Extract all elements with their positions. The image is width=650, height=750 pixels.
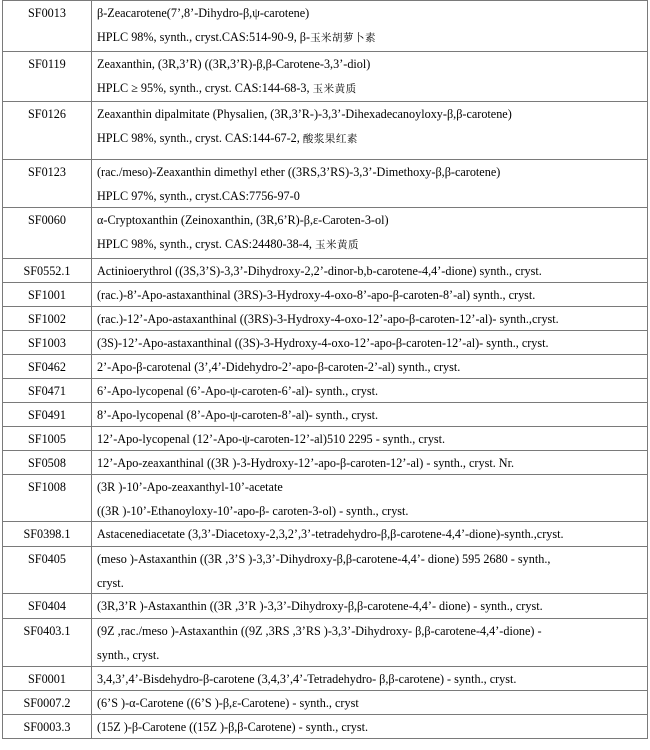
description-line: 8’-Apo-lycopenal (8’-Apo-ψ-caroten-8’-al)- synth., cryst. [97,408,379,422]
product-description [92,667,648,691]
table-row [3,102,648,160]
description-line: ((3R )-10’-Ethanoyloxy-10’-apo-β- caroten-3-ol) - synth., cryst. [97,503,409,518]
chinese-name: 酸浆果红素 [302,132,358,145]
table-row [3,475,648,522]
description-line: Actinioerythrol ((3S,3’S)-3,3’-Dihydroxy-2,2’-dinor-b,b-carotene-4,4’-dione) synth., cryst. [97,264,542,278]
product-code: SF0462 [3,355,92,379]
table-row [3,283,648,307]
chinese-name: 玉米胡萝卜素 [310,31,377,44]
table-row [3,594,648,619]
table-row [3,547,648,594]
table-row [3,667,648,691]
product-description [92,522,648,547]
description-line: 2’-Apo-β-carotenal (3’,4’-Didehydro-2’-apo-β-caroten-2’-al) synth., cryst. [97,360,461,374]
product-code: SF0552.1 [3,259,92,283]
table-row [3,715,648,739]
description-line: (3R,3’R )-Astaxanthin ((3R ,3’R )-3,3’-Dihydroxy-β,β-carotene-4,4’- dione) - synth., cryst. [97,599,543,613]
table-row [3,451,648,475]
description-line: 12’-Apo-lycopenal (12’-Apo-ψ-caroten-12’-al)510 2295 - synth., cryst. [97,432,446,446]
product-description [92,1,648,52]
product-description [92,403,648,427]
description-line: (3R )-10’-Apo-zeaxanthyl-10’-acetate [97,480,283,494]
description-line: 12’-Apo-zeaxanthinal ((3R )-3-Hydroxy-12’-apo-β-caroten-12’-al) - synth., cryst. Nr. [97,456,515,470]
product-code: SF0060 [3,208,92,259]
table-row [3,307,648,331]
product-description [92,208,648,259]
description-line: HPLC 97%, synth., cryst.CAS:7756-97-0 [97,188,300,203]
description-line: HPLC 98%, synth., cryst.CAS:514-90-9, β-玉米胡萝卜素 [97,29,377,44]
product-description [92,715,648,739]
product-code: SF0003.3 [3,715,92,739]
product-code: SF1008 [3,475,92,522]
product-description [92,355,648,379]
product-description [92,160,648,208]
chinese-name: 玉米黄质 [315,238,360,251]
product-code: SF1002 [3,307,92,331]
description-line: HPLC ≥ 95%, synth., cryst. CAS:144-68-3, 玉米黄质 [97,80,357,95]
description-line: (rac.)-12’-Apo-astaxanthinal ((3RS)-3-Hydroxy-4-oxo-12’-apo-β-caroten-12’-al)- synth.,cryst. [97,312,559,326]
product-description [92,259,648,283]
description-line: (6’S )-α-Carotene ((6’S )-β,ε-Carotene) - synth., cryst [97,696,359,710]
table-row [3,355,648,379]
product-code: SF1005 [3,427,92,451]
description-line: α-Cryptoxanthin (Zeinoxanthin, (3R,6’R)-β,ε-Caroten-3-ol) [97,213,389,227]
catalog-table-body [3,1,648,739]
product-code: SF0398.1 [3,522,92,547]
table-row [3,208,648,259]
table-row [3,331,648,355]
table-row [3,427,648,451]
description-line: Astacenediacetate (3,3’-Diacetoxy-2,3,2’,3’-tetradehydro-β,β-carotene-4,4’-dione)-synth.,cryst. [97,527,564,541]
product-code: SF0013 [3,1,92,52]
table-row [3,379,648,403]
table-row [3,1,648,52]
product-description [92,52,648,102]
product-code: SF0126 [3,102,92,160]
description-line: HPLC 98%, synth., cryst. CAS:144-67-2, 酸浆果红素 [97,130,358,145]
description-line: 3,4,3’,4’-Bisdehydro-β-carotene (3,4,3’,4’-Tetradehydro- β,β-carotene) - synth., cryst. [97,672,517,686]
carotenoid-catalog-table [2,0,648,739]
table-row [3,52,648,102]
product-description [92,619,648,667]
table-row [3,619,648,667]
description-line: (meso )-Astaxanthin ((3R ,3’S )-3,3’-Dihydroxy-β,β-carotene-4,4’- dione) 595 2680 - synth., [97,552,551,566]
description-line: (rac.)-8’-Apo-astaxanthinal (3RS)-3-Hydroxy-4-oxo-8’-apo-β-caroten-8’-al) synth., cryst. [97,288,536,302]
table-row [3,160,648,208]
description-line: (rac./meso)-Zeaxanthin dimethyl ether ((3RS,3’RS)-3,3’-Dimethoxy-β,β-carotene) [97,165,501,179]
product-code: SF1001 [3,283,92,307]
product-description [92,547,648,594]
product-code: SF0404 [3,594,92,619]
product-description [92,307,648,331]
product-description [92,427,648,451]
chinese-name: 玉米黄质 [312,82,357,95]
product-description [92,451,648,475]
description-line: β-Zeacarotene(7’,8’-Dihydro-β,ψ-carotene) [97,6,310,20]
description-line: (15Z )-β-Carotene ((15Z )-β,β-Carotene) - synth., cryst. [97,720,369,734]
description-line: cryst. [97,575,124,590]
description-line: (3S)-12’-Apo-astaxanthinal ((3S)-3-Hydroxy-4-oxo-12’-apo-β-caroten-12’-al)- synth., cryst. [97,336,549,350]
product-code: SF0007.2 [3,691,92,715]
product-code: SF0491 [3,403,92,427]
description-line: 6’-Apo-lycopenal (6’-Apo-ψ-caroten-6’-al)- synth., cryst. [97,384,379,398]
product-description [92,102,648,160]
product-code: SF0405 [3,547,92,594]
product-code: SF0403.1 [3,619,92,667]
table-row [3,691,648,715]
description-line: Zeaxanthin, (3R,3’R) ((3R,3’R)-β,β-Carotene-3,3’-diol) [97,57,371,71]
product-description [92,594,648,619]
product-code: SF0508 [3,451,92,475]
product-description [92,379,648,403]
product-description [92,331,648,355]
product-description [92,475,648,522]
product-code: SF0123 [3,160,92,208]
product-code: SF0119 [3,52,92,102]
table-row [3,403,648,427]
product-description [92,283,648,307]
table-row [3,259,648,283]
product-code: SF1003 [3,331,92,355]
table-row [3,522,648,547]
product-code: SF0471 [3,379,92,403]
product-description [92,691,648,715]
product-code: SF0001 [3,667,92,691]
description-line: Zeaxanthin dipalmitate (Physalien, (3R,3’R-)-3,3’-Dihexadecanoyloxy-β,β-carotene) [97,107,512,121]
description-line: HPLC 98%, synth., cryst. CAS:24480-38-4, 玉米黄质 [97,236,360,251]
description-line: (9Z ,rac./meso )-Astaxanthin ((9Z ,3RS ,3’RS )-3,3’-Dihydroxy- β,β-carotene-4,4’-dione) - [97,624,542,638]
description-line: synth., cryst. [97,647,160,662]
